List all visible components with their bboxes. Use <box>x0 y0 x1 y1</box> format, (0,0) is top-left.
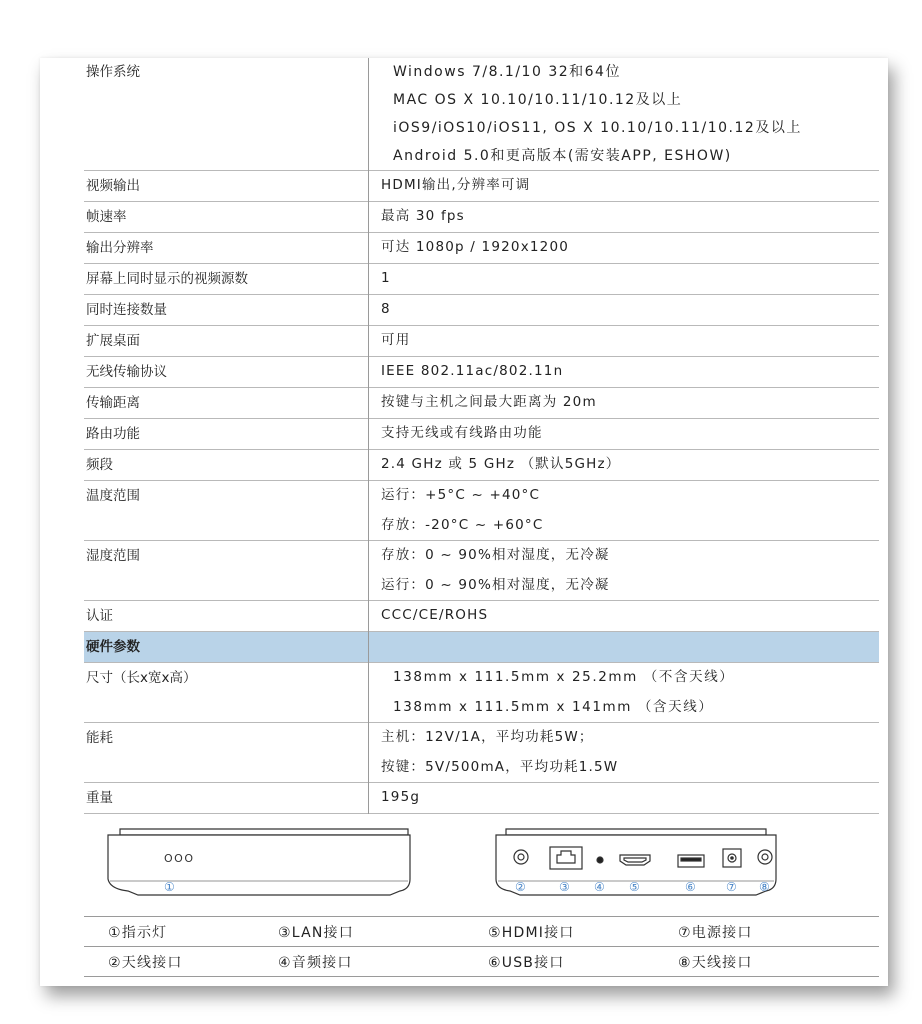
device-diagrams <box>40 821 888 921</box>
spec-key: 输出分辨率 <box>84 233 369 264</box>
rear-marker: ⑤ <box>629 880 640 894</box>
rear-marker: ⑧ <box>759 880 770 894</box>
spec-value-line: 支持无线或有线路由功能 <box>381 425 543 441</box>
spec-row <box>84 601 879 632</box>
spec-value <box>369 264 880 295</box>
port-legend-item: ④音频接口 <box>278 954 353 971</box>
spec-value-line: Windows 7/8.1/10 32和64位 <box>393 64 621 80</box>
spec-row <box>84 783 879 814</box>
spec-value <box>369 723 880 783</box>
spec-value <box>369 601 880 632</box>
spec-value <box>369 541 880 601</box>
front-marker-1: ① <box>164 880 175 894</box>
spec-value-line: 最高 30 fps <box>381 208 465 224</box>
spec-key: 同时连接数量 <box>84 295 369 326</box>
spec-row <box>84 326 879 357</box>
spec-row <box>84 233 879 264</box>
port-legend-row <box>84 947 879 977</box>
spec-key: 操作系统 <box>84 58 369 171</box>
spec-value-line: MAC OS X 10.10/10.11/10.12及以上 <box>393 92 683 108</box>
front-view-diagram <box>108 829 410 895</box>
spec-value <box>369 295 880 326</box>
spec-row <box>84 357 879 388</box>
spec-value-line: 存放：-20°C ~ +60°C <box>381 516 544 533</box>
rear-marker: ③ <box>559 880 570 894</box>
spec-table <box>84 58 879 814</box>
spec-value-line: 运行：0 ~ 90%相对湿度，无冷凝 <box>381 576 610 593</box>
spec-sheet <box>40 58 888 986</box>
spec-key: 屏幕上同时显示的视频源数 <box>84 264 369 295</box>
spec-value <box>369 450 880 481</box>
spec-key: 尺寸（长x宽x高） <box>84 663 369 723</box>
spec-key: 路由功能 <box>84 419 369 450</box>
spec-value <box>369 632 880 663</box>
spec-row <box>84 295 879 326</box>
spec-value-line: 1 <box>381 270 391 286</box>
spec-key: 湿度范围 <box>84 541 369 601</box>
spec-row <box>84 202 879 233</box>
spec-value <box>369 419 880 450</box>
spec-value-line: 主机：12V/1A，平均功耗5W； <box>381 729 594 745</box>
spec-value-line: 按键：5V/500mA，平均功耗1.5W <box>381 758 619 775</box>
spec-row <box>84 450 879 481</box>
spec-value-line: 195g <box>381 789 421 805</box>
spec-value <box>369 202 880 233</box>
port-legend-item: ③LAN接口 <box>278 924 354 941</box>
port-legend-item: ⑤HDMI接口 <box>488 924 575 941</box>
port-legend-table <box>84 916 879 977</box>
front-led-label: OOO <box>164 852 195 865</box>
spec-value-line: 存放：0 ~ 90%相对湿度，无冷凝 <box>381 547 610 563</box>
spec-row <box>84 481 879 541</box>
spec-value <box>369 326 880 357</box>
spec-value <box>369 783 880 814</box>
spec-row <box>84 388 879 419</box>
port-legend-item: ②天线接口 <box>108 954 183 971</box>
spec-value-line: CCC/CE/ROHS <box>381 607 489 623</box>
spec-value <box>369 58 880 171</box>
spec-key: 视频输出 <box>84 171 369 202</box>
spec-key: 认证 <box>84 601 369 632</box>
spec-row <box>84 264 879 295</box>
section-row <box>84 632 879 663</box>
rear-marker: ⑥ <box>685 880 696 894</box>
spec-row <box>84 58 879 171</box>
spec-value-line: 8 <box>381 301 391 317</box>
spec-key: 频段 <box>84 450 369 481</box>
spec-key: 硬件参数 <box>84 632 369 663</box>
rear-marker: ④ <box>594 880 605 894</box>
spec-key: 帧速率 <box>84 202 369 233</box>
rear-marker: ② <box>515 880 526 894</box>
spec-value-line: IEEE 802.11ac/802.11n <box>381 363 564 379</box>
spec-value <box>369 663 880 723</box>
spec-value <box>369 388 880 419</box>
port-legend-item: ①指示灯 <box>108 924 168 941</box>
spec-key: 重量 <box>84 783 369 814</box>
spec-row <box>84 171 879 202</box>
spec-row <box>84 723 879 783</box>
spec-value-line: 按键与主机之间最大距离为 20m <box>381 394 597 410</box>
spec-row <box>84 541 879 601</box>
port-legend-item: ⑦电源接口 <box>678 924 753 941</box>
spec-value-line: iOS9/iOS10/iOS11, OS X 10.10/10.11/10.12及以上 <box>393 120 802 136</box>
spec-key: 无线传输协议 <box>84 357 369 388</box>
spec-key: 温度范围 <box>84 481 369 541</box>
spec-value-line: 2.4 GHz 或 5 GHz （默认5GHz） <box>381 456 621 472</box>
spec-value <box>369 171 880 202</box>
rear-marker: ⑦ <box>726 880 737 894</box>
spec-value <box>369 233 880 264</box>
spec-value <box>369 481 880 541</box>
spec-row <box>84 663 879 723</box>
spec-value-line: 运行：+5°C ~ +40°C <box>381 487 541 503</box>
spec-value-line: 138mm x 111.5mm x 141mm （含天线） <box>393 698 714 715</box>
spec-value-line: 可用 <box>381 332 411 348</box>
port-legend-item: ⑧天线接口 <box>678 954 753 971</box>
spec-key: 传输距离 <box>84 388 369 419</box>
port-legend-row <box>84 917 879 947</box>
spec-value-line <box>381 632 879 662</box>
port-legend-item: ⑥USB接口 <box>488 954 565 971</box>
spec-value-line: 138mm x 111.5mm x 25.2mm （不含天线） <box>393 669 735 685</box>
audio-port-icon <box>597 857 603 863</box>
spec-row <box>84 419 879 450</box>
spec-value-line: Android 5.0和更高版本(需安装APP, ESHOW) <box>393 148 732 164</box>
spec-value <box>369 357 880 388</box>
spec-key: 能耗 <box>84 723 369 783</box>
spec-key: 扩展桌面 <box>84 326 369 357</box>
spec-value-line: HDMI输出,分辨率可调 <box>381 177 531 193</box>
spec-value-line: 可达 1080p / 1920x1200 <box>381 239 570 255</box>
